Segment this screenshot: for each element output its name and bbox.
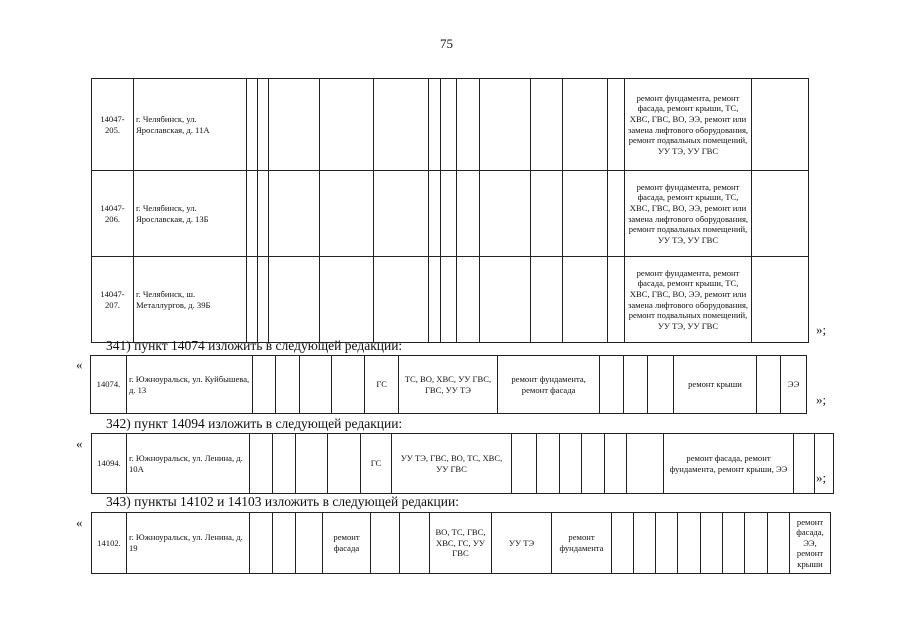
opening-quote: «: [76, 357, 83, 372]
row-works: ремонт фундамента, ремонт фасада, ремонт крыши, ТС, ХВС, ГВС, ВО, ЭЭ, ремонт или замена лифтового оборудования, ремонт подвальных помещений, УУ ТЭ, УУ ГВС: [625, 171, 752, 257]
table-14094: [91, 433, 834, 494]
row-works: ремонт фундамента, ремонт фасада, ремонт крыши, ТС, ХВС, ГВС, ВО, ЭЭ, ремонт или замена лифтового оборудования, ремонт подвальных помещений, УУ ТЭ, УУ ГВС: [625, 79, 752, 171]
cell-works: ремонт фасада, ремонт фундамента, ремонт крыши, ЭЭ: [664, 434, 794, 494]
row-number: 14094.: [92, 434, 127, 494]
cell-facade: ремонт фасада: [323, 513, 371, 574]
cell-foundation: ремонт фундамента: [552, 513, 612, 574]
table-row: [92, 513, 831, 574]
row-works: ремонт фундамента, ремонт фасада, ремонт крыши, ТС, ХВС, ГВС, ВО, ЭЭ, ремонт или замена лифтового оборудования, ремонт подвальных помещений, УУ ТЭ, УУ ГВС: [625, 257, 752, 343]
cell-systems: ВО, ТС, ГВС, ХВС, ГС, УУ ГВС: [430, 513, 492, 574]
closing-quote: »;: [816, 470, 827, 485]
row-number: 14074.: [91, 356, 127, 414]
row-address: г. Челябинск, ш. Металлургов, д. 39Б: [134, 257, 247, 343]
cell-roof: ремонт крыши: [674, 356, 756, 414]
table-14047: [91, 78, 809, 343]
cell-works: ремонт фасада, ЭЭ, ремонт крыши: [790, 513, 831, 574]
closing-quote: »;: [816, 322, 827, 337]
row-address: г. Южноуральск, ул. Ленина, д. 10А: [127, 434, 250, 494]
row-address: г. Южноуральск, ул. Куйбышева, д. 13: [126, 356, 252, 414]
section-heading: 342) пункт 14094 изложить в следующей редакции:: [106, 416, 403, 431]
table-row: [92, 257, 809, 343]
opening-quote: «: [76, 436, 83, 451]
section-heading: 343) пункты 14102 и 14103 изложить в следующей редакции:: [106, 494, 459, 509]
row-address: г. Южноуральск, ул. Ленина, д. 19: [127, 513, 250, 574]
table-row: [91, 356, 807, 414]
row-number: 14047-207.: [92, 257, 134, 343]
section-heading: 341) пункт 14074 изложить в следующей редакции:: [106, 338, 403, 353]
cell-gs: ГС: [361, 434, 392, 494]
cell-ee: ЭЭ: [781, 356, 807, 414]
table-14074: [90, 355, 807, 414]
cell-uu-te: УУ ТЭ: [492, 513, 552, 574]
cell-gs: ГС: [365, 356, 399, 414]
closing-quote: »;: [816, 392, 827, 407]
table-row: [92, 434, 834, 494]
row-number: 14047-206.: [92, 171, 134, 257]
cell-works: ремонт фундамента, ремонт фасада: [497, 356, 600, 414]
table-14102: [91, 512, 831, 574]
row-address: г. Челябинск, ул. Ярославская, д. 11А: [134, 79, 247, 171]
opening-quote: «: [76, 515, 83, 530]
table-row: [92, 171, 809, 257]
row-number: 14102.: [92, 513, 127, 574]
page-number: 75: [440, 36, 453, 51]
cell-systems: ТС, ВО, ХВС, УУ ГВС, ГВС, УУ ТЭ: [399, 356, 498, 414]
table-row: [92, 79, 809, 171]
cell-systems: УУ ТЭ, ГВС, ВО, ТС, ХВС, УУ ГВС: [392, 434, 512, 494]
row-address: г. Челябинск, ул. Ярославская, д. 13Б: [134, 171, 247, 257]
row-number: 14047-205.: [92, 79, 134, 171]
